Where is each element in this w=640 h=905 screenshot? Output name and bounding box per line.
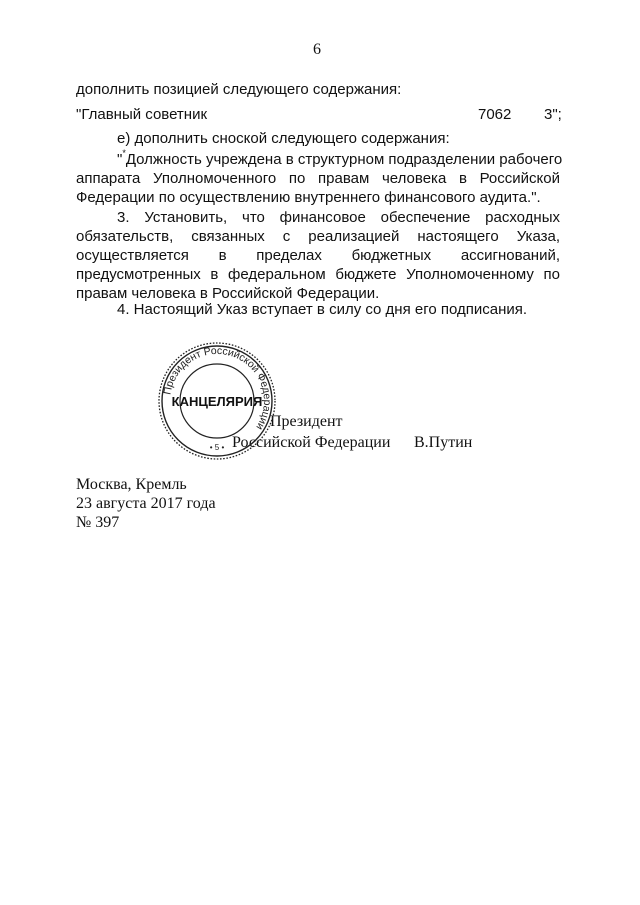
- footnote-line-1: "*Должность учреждена в структурном подразделении рабочего: [117, 148, 563, 168]
- position-count: 3";: [544, 106, 562, 123]
- seal-stamp: [156, 340, 278, 462]
- date: 23 августа 2017 года: [76, 495, 216, 512]
- seal-center-text: КАНЦЕЛЯРИЯ: [171, 394, 263, 409]
- item3-line-4: предусмотренных в федеральном бюджете Уполномоченному по: [76, 266, 560, 283]
- item-4: 4. Настоящий Указ вступает в силу со дня его подписания.: [117, 301, 528, 318]
- document-number: № 397: [76, 514, 120, 531]
- signature-name: В.Путин: [414, 434, 473, 451]
- intro-line: дополнить позицией следующего содержания:: [76, 81, 402, 98]
- seal-bottom-number: • 5 •: [209, 443, 225, 452]
- signature-title-line-1: Президент: [270, 413, 343, 430]
- item3-line-3: осуществляется в пределах бюджетных ассигнований,: [76, 247, 560, 264]
- position-code: 7062: [478, 106, 512, 123]
- item3-line-2: обязательств, связанных с реализацией настоящего Указа,: [76, 228, 560, 245]
- page-number: 6: [313, 41, 321, 58]
- footnote-line-2: аппарата Уполномоченного по правам человека в Российской: [76, 170, 560, 187]
- item3-line-1: 3. Установить, что финансовое обеспечение расходных: [117, 209, 560, 226]
- place: Москва, Кремль: [76, 476, 187, 493]
- position-title: "Главный советник: [76, 106, 208, 123]
- item-e: е) дополнить сноской следующего содержания:: [117, 130, 450, 147]
- footnote-line-3: Федерации по осуществлению внутреннего финансового аудита.".: [76, 189, 541, 206]
- signature-title-line-2: Российской Федерации: [232, 434, 391, 451]
- seal-ring-text: Президент Российской Федерации: [161, 344, 274, 433]
- item3-line-5: правам человека в Российской Федерации.: [76, 285, 380, 302]
